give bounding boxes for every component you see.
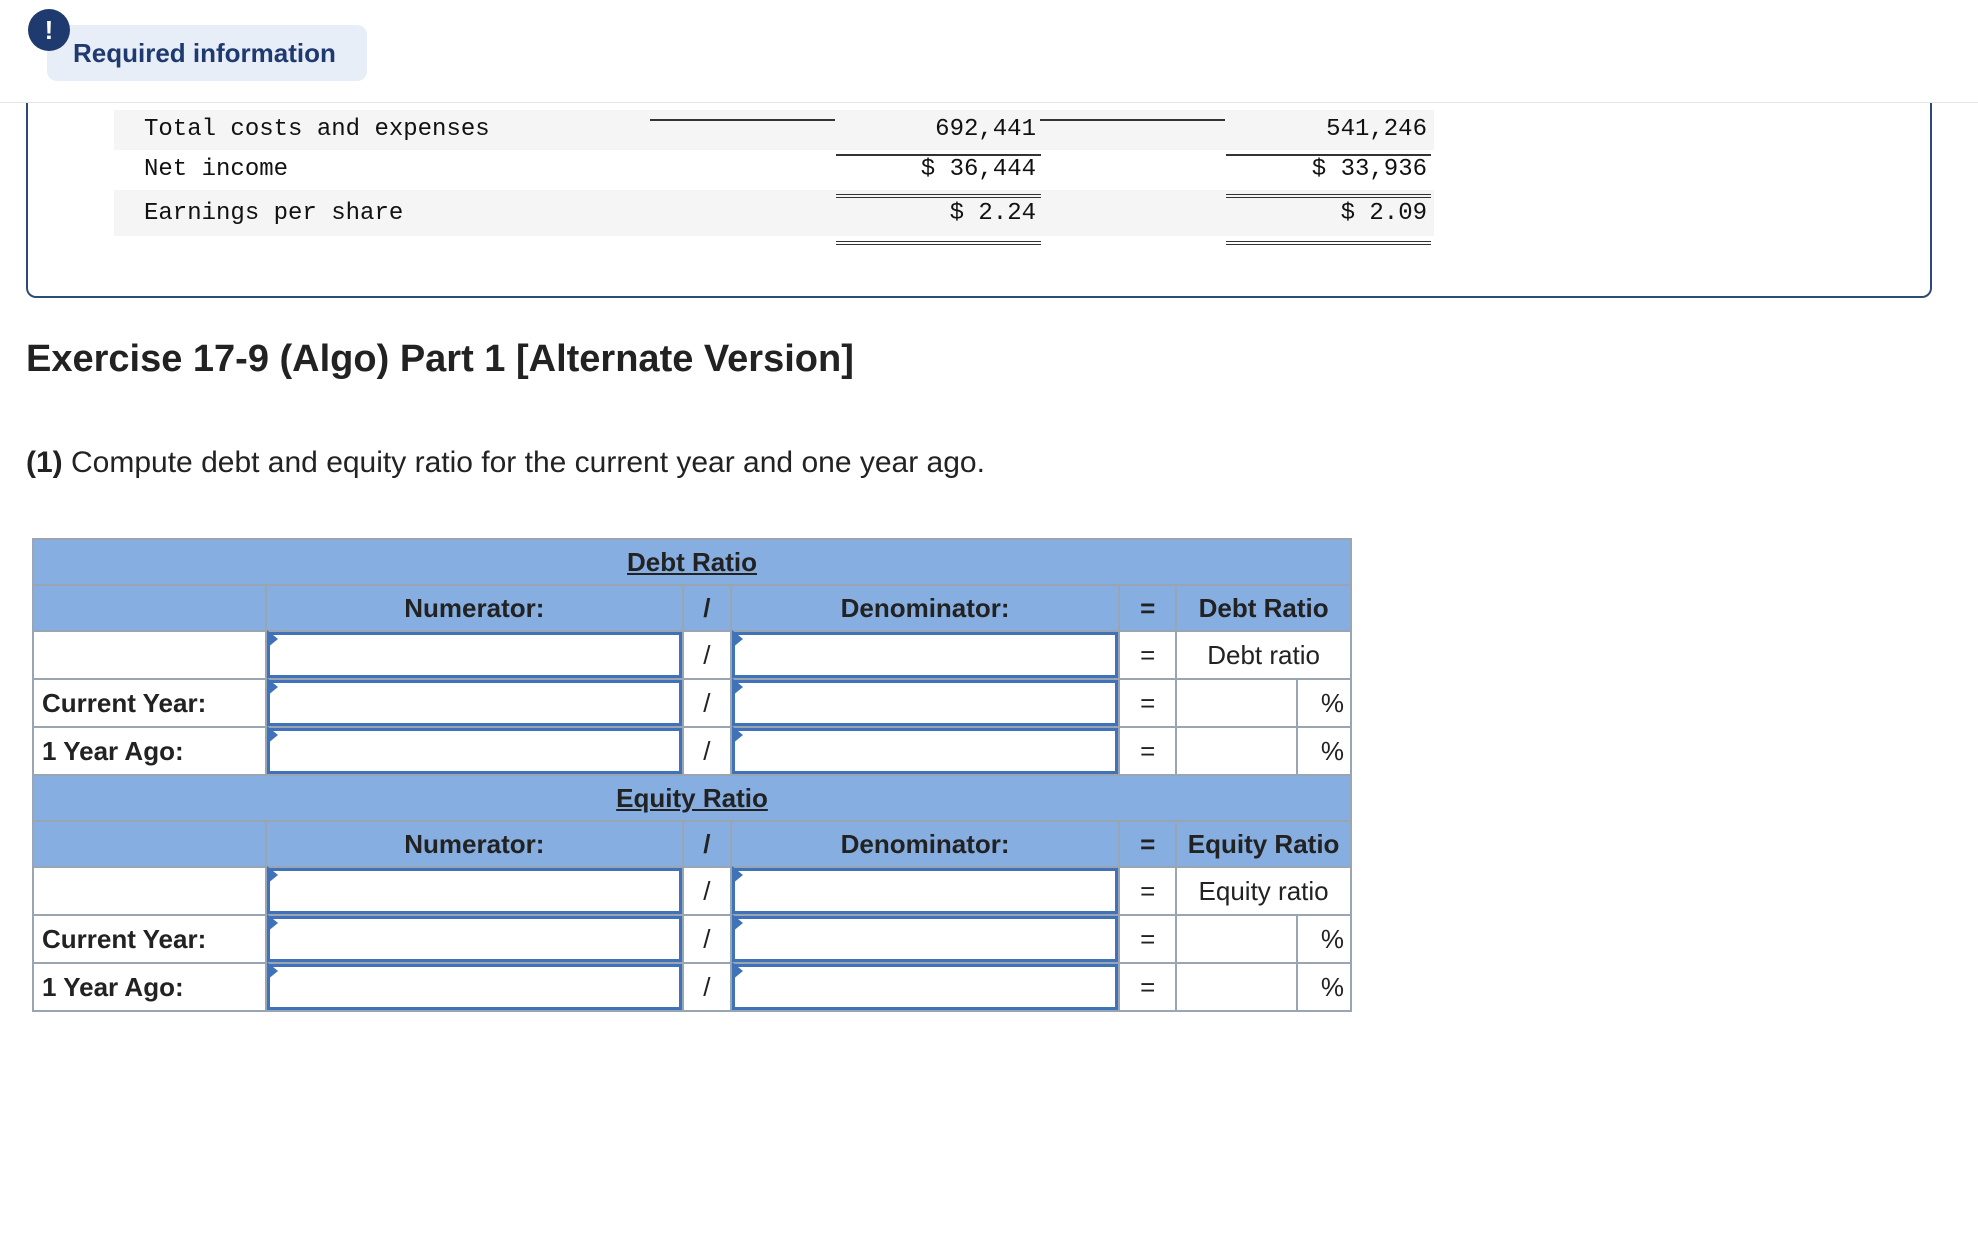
- equity-row-one-year-ago: [33, 963, 1351, 1011]
- equals-sign: =: [1119, 631, 1176, 679]
- dropdown-flag-icon: [267, 914, 278, 932]
- dropdown-flag-icon: [732, 914, 743, 932]
- underline-rule: [836, 154, 1041, 156]
- double-underline-rule: [1226, 194, 1431, 198]
- denominator-header: Denominator:: [731, 821, 1119, 867]
- equity-ratio-header: Equity Ratio: [1176, 821, 1351, 867]
- equals-header: =: [1119, 821, 1176, 867]
- underline-rule: [650, 119, 835, 121]
- equity-row-current-year: [33, 915, 1351, 963]
- double-underline-rule: [836, 241, 1041, 245]
- debt-current-denominator-input[interactable]: [732, 680, 1118, 726]
- dropdown-flag-icon: [267, 726, 278, 744]
- divide-sign: /: [683, 915, 731, 963]
- instruction: [26, 446, 985, 480]
- row-label: Current Year:: [33, 679, 266, 727]
- dropdown-flag-icon: [267, 962, 278, 980]
- denominator-header: Denominator:: [731, 585, 1119, 631]
- income-value-current: 692,441: [935, 116, 1036, 143]
- equity-ratio-formula-label: Equity ratio: [1176, 867, 1351, 915]
- income-value-prior: $ 33,936: [1311, 156, 1427, 183]
- dropdown-flag-icon: [732, 726, 743, 744]
- header-empty-cell: [33, 585, 266, 631]
- percent-sign: %: [1297, 963, 1351, 1011]
- debt-formula-denominator-input[interactable]: [732, 632, 1118, 678]
- debt-current-result-cell[interactable]: [1176, 679, 1297, 727]
- debt-prior-numerator-input[interactable]: [267, 728, 682, 774]
- exercise-title: Exercise 17-9 (Algo) Part 1 [Alternate Version]: [26, 338, 854, 380]
- debt-prior-denominator-input[interactable]: [732, 728, 1118, 774]
- debt-current-numerator-cell: [266, 679, 683, 727]
- equity-formula-row: [33, 867, 1351, 915]
- equals-sign: =: [1119, 915, 1176, 963]
- equity-current-denominator-input[interactable]: [732, 916, 1118, 962]
- equity-formula-numerator-input[interactable]: [267, 868, 682, 914]
- percent-sign: %: [1297, 679, 1351, 727]
- row-label: [33, 631, 266, 679]
- debt-prior-result-cell[interactable]: [1176, 727, 1297, 775]
- income-value-prior: $ 2.09: [1340, 200, 1427, 227]
- divide-sign: /: [683, 679, 731, 727]
- equity-current-numerator-input[interactable]: [267, 916, 682, 962]
- divide-sign: /: [683, 727, 731, 775]
- ratio-worksheet-table: [32, 538, 1352, 1012]
- income-value-prior: 541,246: [1326, 116, 1427, 143]
- equity-prior-numerator-cell: [266, 963, 683, 1011]
- percent-sign: %: [1297, 915, 1351, 963]
- income-value-current: $ 36,444: [920, 156, 1036, 183]
- equity-ratio-title: Equity Ratio: [33, 775, 1351, 821]
- debt-ratio-band: [33, 539, 1351, 585]
- row-label: Current Year:: [33, 915, 266, 963]
- debt-ratio-header: Debt Ratio: [1176, 585, 1351, 631]
- equity-prior-denominator-input[interactable]: [732, 964, 1118, 1010]
- equals-header: =: [1119, 585, 1176, 631]
- dropdown-flag-icon: [267, 678, 278, 696]
- equity-prior-numerator-input[interactable]: [267, 964, 682, 1010]
- equity-current-result-cell[interactable]: [1176, 915, 1297, 963]
- numerator-header: Numerator:: [266, 585, 683, 631]
- numerator-header: Numerator:: [266, 821, 683, 867]
- row-label: 1 Year Ago:: [33, 963, 266, 1011]
- equity-formula-numerator-cell: [266, 867, 683, 915]
- dropdown-flag-icon: [267, 630, 278, 648]
- debt-ratio-title: Debt Ratio: [33, 539, 1351, 585]
- dropdown-flag-icon: [732, 630, 743, 648]
- equals-sign: =: [1119, 679, 1176, 727]
- income-statement-excerpt: [114, 84, 1434, 236]
- equals-sign: =: [1119, 963, 1176, 1011]
- income-row-net-income: [114, 150, 1434, 190]
- debt-current-numerator-input[interactable]: [267, 680, 682, 726]
- instruction-text: Compute debt and equity ratio for the current year and one year ago.: [71, 446, 985, 479]
- debt-current-denominator-cell: [731, 679, 1119, 727]
- dropdown-flag-icon: [732, 678, 743, 696]
- debt-prior-denominator-cell: [731, 727, 1119, 775]
- equity-prior-result-cell[interactable]: [1176, 963, 1297, 1011]
- income-value-current: $ 2.24: [949, 200, 1036, 227]
- divide-sign: /: [683, 963, 731, 1011]
- required-information-button[interactable]: Required information: [47, 25, 367, 81]
- instruction-number: (1): [26, 446, 63, 479]
- debt-formula-numerator-cell: [266, 631, 683, 679]
- equity-ratio-band: [33, 775, 1351, 821]
- equity-current-denominator-cell: [731, 915, 1119, 963]
- equals-sign: =: [1119, 727, 1176, 775]
- equity-current-numerator-cell: [266, 915, 683, 963]
- debt-ratio-formula-label: Debt ratio: [1176, 631, 1351, 679]
- alert-icon: !: [28, 9, 70, 51]
- dropdown-flag-icon: [732, 866, 743, 884]
- divide-sign: /: [683, 867, 731, 915]
- equity-formula-denominator-cell: [731, 867, 1119, 915]
- equity-header-row: [33, 821, 1351, 867]
- row-label: 1 Year Ago:: [33, 727, 266, 775]
- percent-sign: %: [1297, 727, 1351, 775]
- divide-header: /: [683, 585, 731, 631]
- required-info-header: [0, 0, 1978, 103]
- header-empty-cell: [33, 821, 266, 867]
- equity-formula-denominator-input[interactable]: [732, 868, 1118, 914]
- dropdown-flag-icon: [267, 866, 278, 884]
- debt-row-current-year: [33, 679, 1351, 727]
- double-underline-rule: [1226, 241, 1431, 245]
- equals-sign: =: [1119, 867, 1176, 915]
- debt-formula-denominator-cell: [731, 631, 1119, 679]
- debt-formula-numerator-input[interactable]: [267, 632, 682, 678]
- underline-rule: [1226, 154, 1431, 156]
- debt-header-row: [33, 585, 1351, 631]
- equity-prior-denominator-cell: [731, 963, 1119, 1011]
- income-label: Earnings per share: [144, 200, 404, 227]
- row-label: [33, 867, 266, 915]
- dropdown-flag-icon: [732, 962, 743, 980]
- income-label: Net income: [144, 156, 289, 183]
- underline-rule: [1040, 119, 1225, 121]
- debt-prior-numerator-cell: [266, 727, 683, 775]
- divide-sign: /: [683, 631, 731, 679]
- divide-header: /: [683, 821, 731, 867]
- income-label: Total costs and expenses: [144, 116, 490, 143]
- double-underline-rule: [836, 194, 1041, 198]
- debt-row-one-year-ago: [33, 727, 1351, 775]
- debt-formula-row: [33, 631, 1351, 679]
- income-row-total-costs: [114, 110, 1434, 150]
